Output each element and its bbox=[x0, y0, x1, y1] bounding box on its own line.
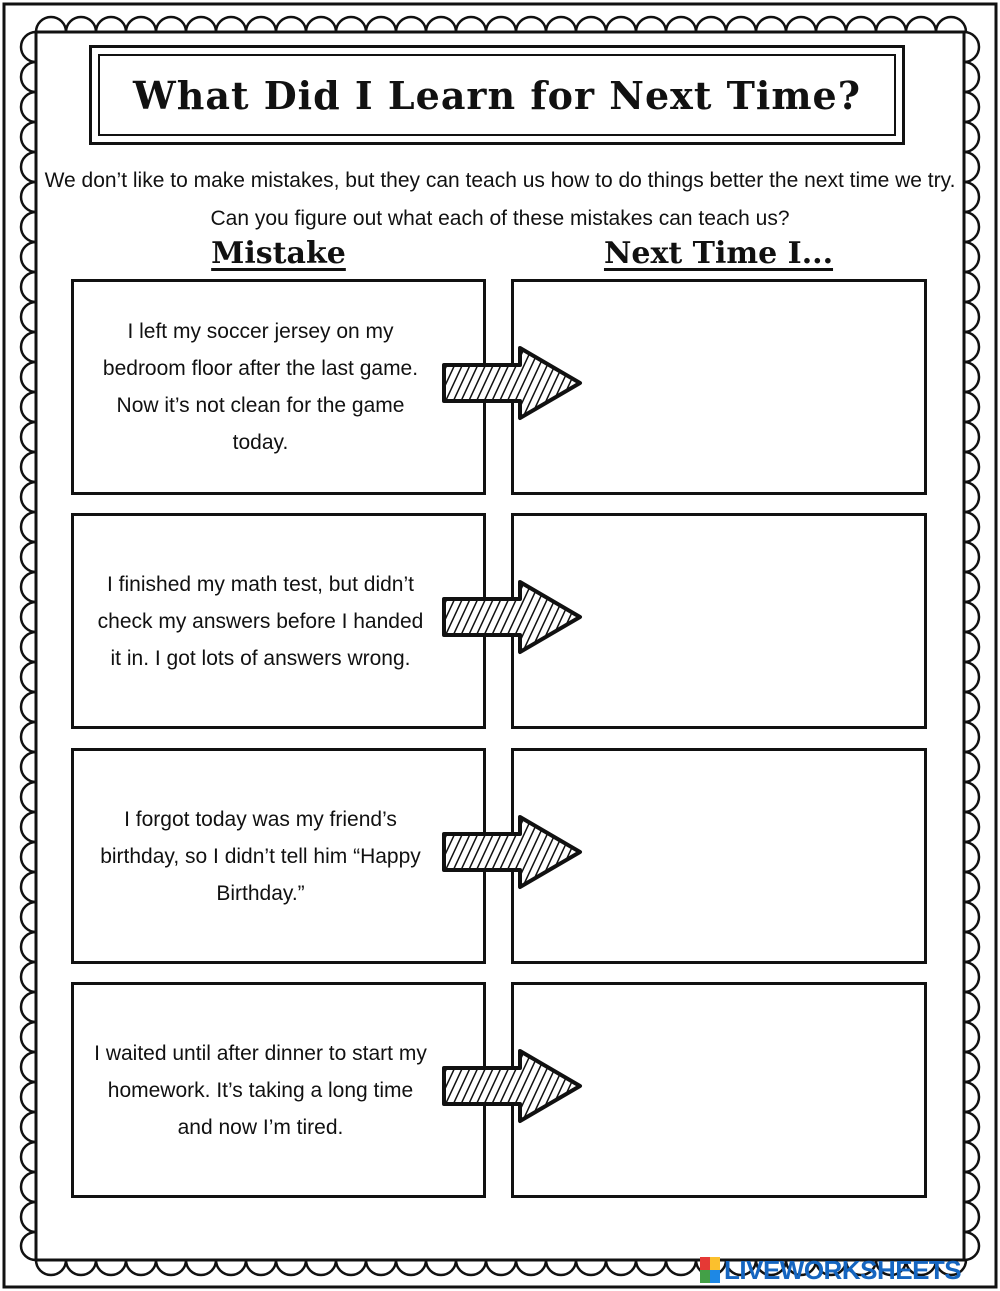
right-arrow-icon bbox=[440, 1048, 584, 1124]
mistake-text: I waited until after dinner to start my homework. It’s taking a long time and now I’m tired. bbox=[94, 1041, 427, 1139]
brand-watermark bbox=[700, 1255, 961, 1285]
mistake-box bbox=[71, 279, 486, 495]
right-arrow-icon bbox=[440, 814, 584, 890]
liveworksheets-logo bbox=[700, 1257, 720, 1283]
mistake-row bbox=[0, 513, 1000, 729]
mistake-text: I finished my math test, but didn’t check my answers before I handed it in. I got lots of answers wrong. bbox=[97, 572, 424, 670]
page-title: What Did I Learn for Next Time? bbox=[133, 72, 861, 118]
mistake-row bbox=[0, 748, 1000, 964]
title-box bbox=[89, 45, 905, 145]
mistake-box bbox=[71, 982, 486, 1198]
mistake-row bbox=[0, 982, 1000, 1198]
intro-text: We don’t like to make mistakes, but they can teach us how to do things better the next time we try. Can you figure out what each of these mistakes can teach us? bbox=[44, 169, 956, 230]
mistake-box bbox=[71, 748, 486, 964]
mistake-text: I left my soccer jersey on my bedroom floor after the last game. Now it’s not clean for the game today. bbox=[102, 320, 419, 454]
brand-name: LIVEWORKSHEETS bbox=[724, 1254, 962, 1285]
mistake-column-heading: Mistake bbox=[211, 236, 346, 271]
right-arrow-icon bbox=[440, 579, 584, 655]
mistake-row bbox=[0, 279, 1000, 495]
next-time-column-heading: Next Time I... bbox=[603, 236, 834, 271]
right-arrow-icon bbox=[440, 345, 584, 421]
mistake-text: I forgot today was my friend’s birthday, so I didn’t tell him “Happy Birthday.” bbox=[100, 807, 421, 905]
mistake-box bbox=[71, 513, 486, 729]
